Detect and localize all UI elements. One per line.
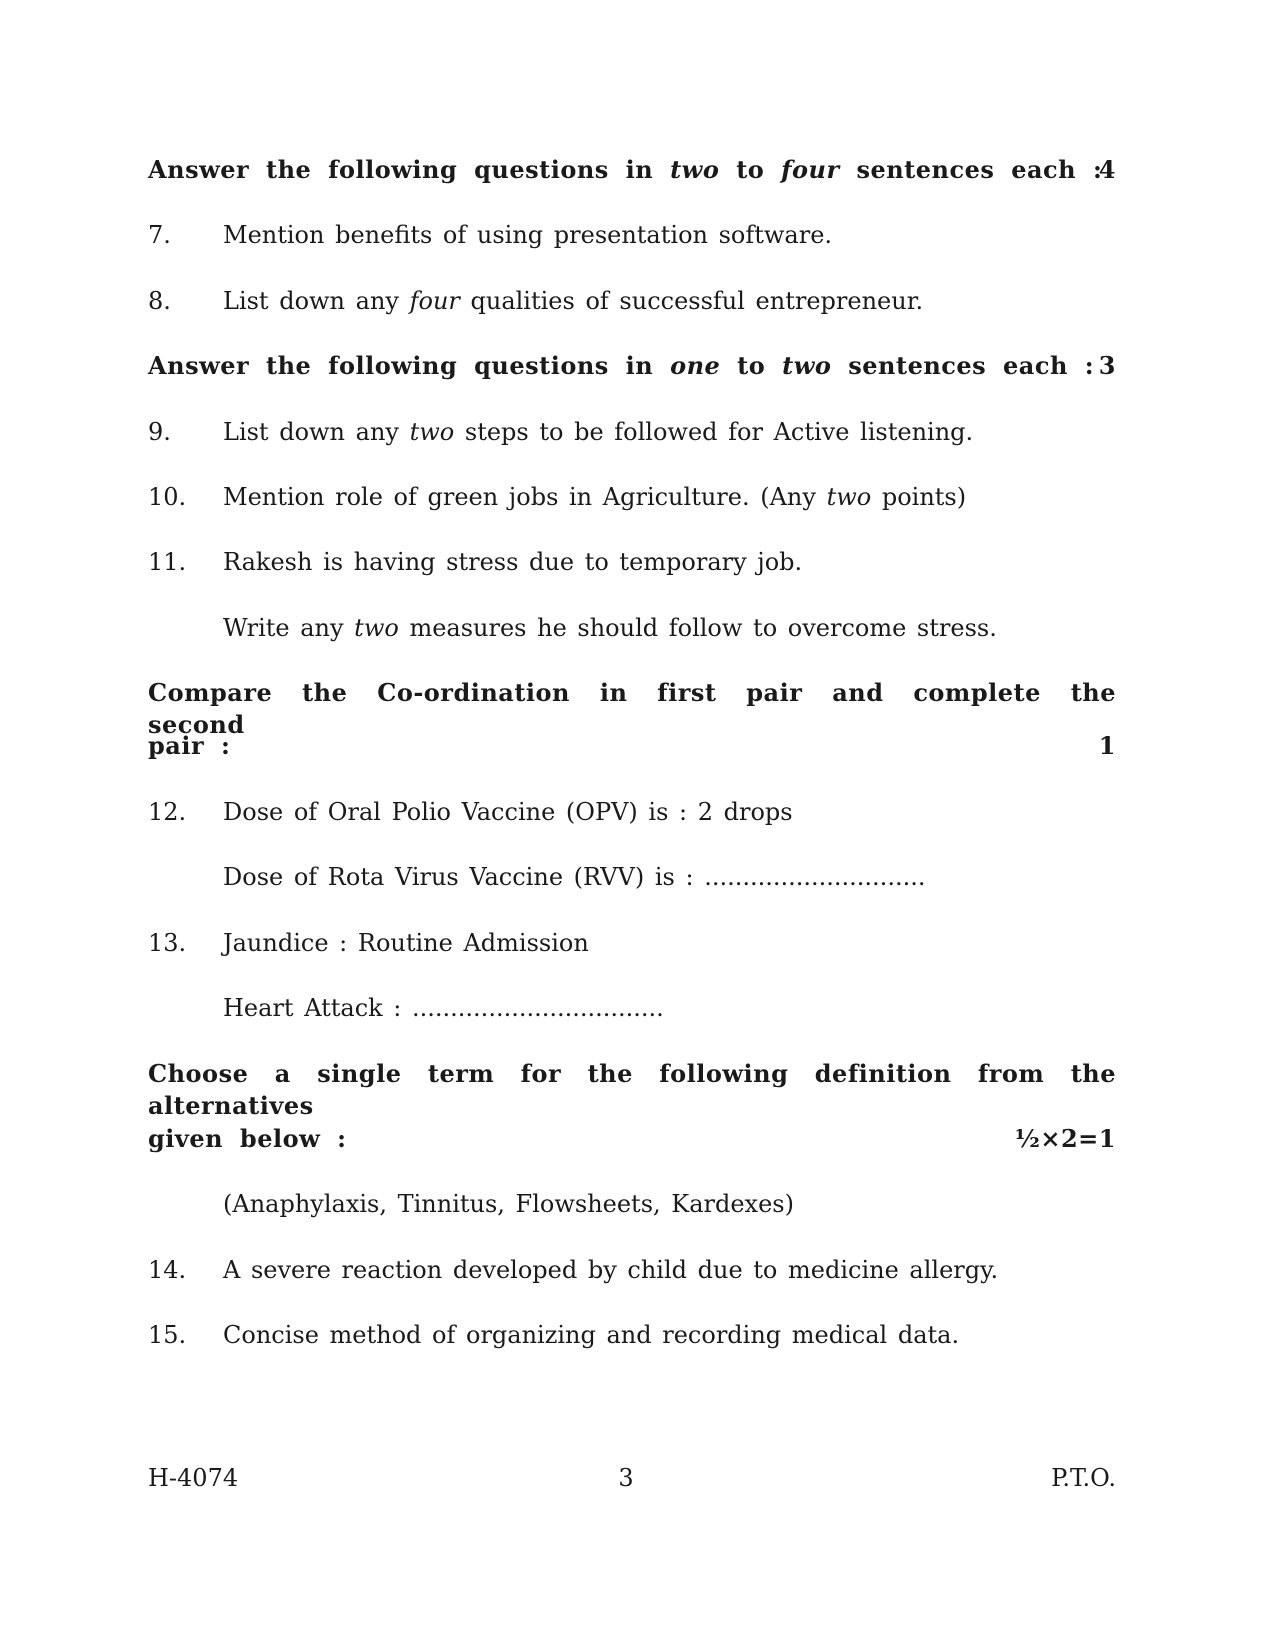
question-text xyxy=(223,481,966,513)
question-number: 10. xyxy=(148,483,187,511)
text-part: measures he should follow to overcome stress. xyxy=(398,614,997,642)
question-text xyxy=(223,285,923,317)
section-heading-2 xyxy=(148,350,1116,382)
heading-emphasis: four xyxy=(781,155,840,184)
heading-text: Answer the following questions in xyxy=(148,155,671,184)
section-heading-4: Choose a single term for the following definition from the alternatives xyxy=(148,1059,1116,1120)
question-subtext xyxy=(223,612,997,644)
section-marks: 4 xyxy=(1098,155,1116,184)
section-heading-1 xyxy=(148,154,1116,186)
section-heading-4-cont xyxy=(148,1123,1116,1155)
page-number: 3 xyxy=(618,1464,634,1492)
alternatives-text: (Anaphylaxis, Tinnitus, Flowsheets, Kardexes) xyxy=(223,1190,794,1218)
heading-text: sentences each : xyxy=(831,351,1095,380)
question-subtext: Dose of Rota Virus Vaccine (RVV) is : ............................. xyxy=(223,863,926,891)
question-number: 9. xyxy=(148,418,171,446)
text-emphasis: two xyxy=(354,614,399,642)
heading-emphasis: two xyxy=(670,155,720,184)
text-part: points) xyxy=(871,483,967,511)
question-text xyxy=(223,416,973,448)
heading-text: sentences each : xyxy=(839,155,1103,184)
section-heading-3: Compare the Co-ordination in first pair and complete the second xyxy=(148,678,1116,739)
section-marks: 1 xyxy=(1098,731,1116,760)
heading-text: pair : xyxy=(148,731,231,760)
paper-code: H-4074 xyxy=(148,1464,239,1492)
heading-text: Answer the following questions in xyxy=(148,351,671,380)
question-subtext: Heart Attack : ................................. xyxy=(223,994,664,1022)
section-marks: ½×2=1 xyxy=(1014,1124,1116,1153)
heading-text: to xyxy=(720,351,783,380)
text-part: List down any xyxy=(223,287,410,315)
text-part: Write any xyxy=(223,614,355,642)
section-marks: 3 xyxy=(1098,351,1116,380)
question-text: Concise method of organizing and recording medical data. xyxy=(223,1321,960,1349)
pto-label: P.T.O. xyxy=(1051,1464,1116,1492)
question-number: 14. xyxy=(148,1256,187,1284)
question-text: Rakesh is having stress due to temporary job. xyxy=(223,548,803,576)
section-heading-3-cont xyxy=(148,730,1116,762)
text-part: List down any xyxy=(223,418,410,446)
text-part: steps to be followed for Active listening. xyxy=(454,418,974,446)
text-emphasis: four xyxy=(409,287,460,315)
question-text: Jaundice : Routine Admission xyxy=(223,929,589,957)
question-text: Dose of Oral Polio Vaccine (OPV) is : 2 drops xyxy=(223,798,793,826)
heading-emphasis: two xyxy=(782,351,832,380)
question-number: 8. xyxy=(148,287,171,315)
question-number: 7. xyxy=(148,221,171,249)
text-emphasis: two xyxy=(409,418,455,446)
question-number: 13. xyxy=(148,929,187,957)
text-part: qualities of successful entrepreneur. xyxy=(459,287,924,315)
heading-text: given below : xyxy=(148,1124,347,1153)
question-text: Mention benefits of using presentation software. xyxy=(223,221,833,249)
heading-text: to xyxy=(719,155,782,184)
text-part: Mention role of green jobs in Agriculture. (Any xyxy=(223,483,827,511)
heading-emphasis: one xyxy=(670,351,721,380)
question-number: 15. xyxy=(148,1321,187,1349)
text-emphasis: two xyxy=(826,483,872,511)
question-text: A severe reaction developed by child due to medicine allergy. xyxy=(223,1256,999,1284)
question-number: 12. xyxy=(148,798,187,826)
question-number: 11. xyxy=(148,548,187,576)
